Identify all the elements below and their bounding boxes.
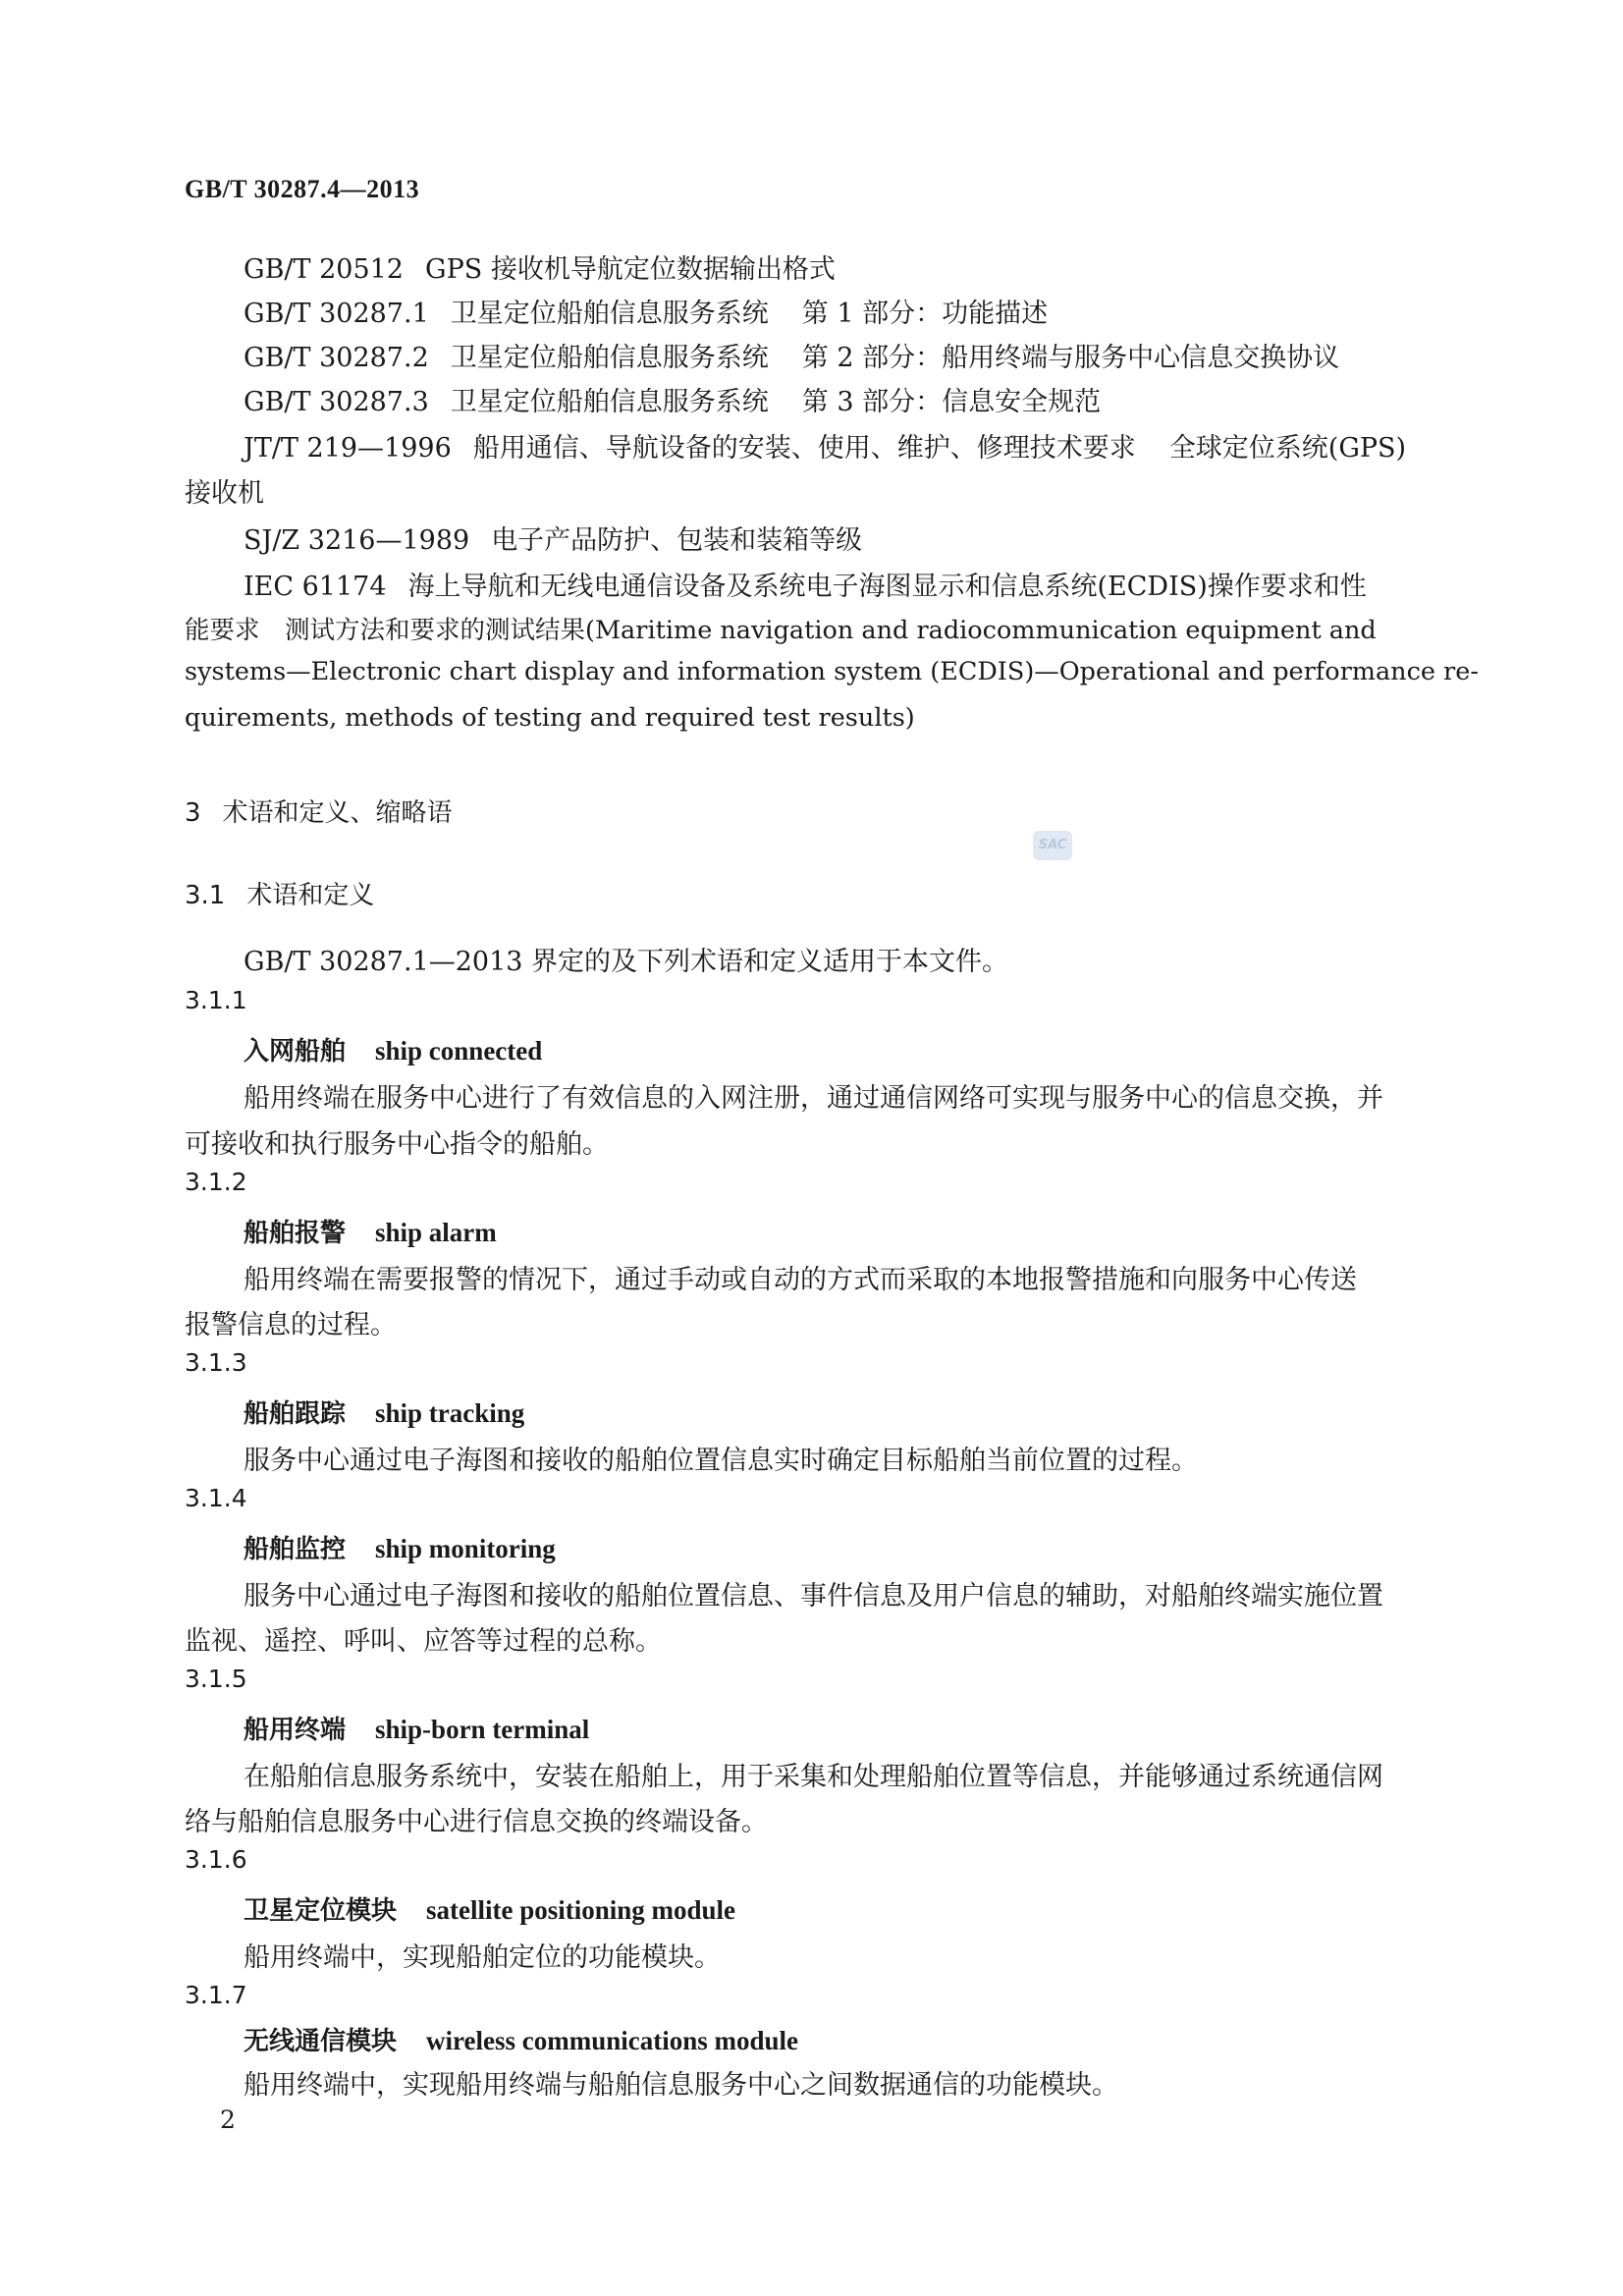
term-number: 3.1.3 <box>185 1348 247 1377</box>
term-heading <box>243 1710 589 1746</box>
term-heading <box>243 1529 556 1565</box>
reference-part: 第 2 部分：船用终端与服务中心信息交换协议 <box>801 343 1340 373</box>
term-heading <box>243 2021 798 2057</box>
reference-part: 第 3 部分：信息安全规范 <box>801 387 1102 417</box>
reference-title: 卫星定位船舶信息服务系统 <box>450 343 769 373</box>
reference-item <box>243 380 1101 418</box>
term-zh: 入网船舶 <box>243 1037 347 1066</box>
document-code: GB/T 30287.4—2013 <box>185 175 420 203</box>
reference-code: GB/T 20512 <box>243 254 404 285</box>
reference-title: 海上导航和无线电通信设备及系统电子海图显示和信息系统(ECDIS)操作要求和性 <box>407 572 1367 602</box>
reference-continuation: 接收机 <box>185 478 264 509</box>
reference-code: GB/T 30287.2 <box>243 343 429 373</box>
subsection-number: 3.1 <box>185 881 226 910</box>
term-definition: 船用终端中，实现船舶定位的功能模块。 <box>243 1942 721 1973</box>
term-definition-cont: 络与船舶信息服务中心进行信息交换的终端设备。 <box>185 1807 768 1837</box>
section-intro: GB/T 30287.1—2013 界定的及下列术语和定义适用于本文件。 <box>243 947 1009 977</box>
reference-title: 船用通信、导航设备的安装、使用、维护、修理技术要求 <box>472 433 1136 464</box>
reference-code: IEC 61174 <box>243 572 387 602</box>
reference-code: GB/T 30287.3 <box>243 387 429 417</box>
term-en: wireless communications module <box>426 2026 799 2055</box>
term-heading <box>243 1394 524 1430</box>
term-zh: 船舶监控 <box>243 1535 347 1564</box>
section-heading <box>185 793 453 829</box>
reference-item <box>243 565 1367 603</box>
reference-continuation: quirements, methods of testing and required test results) <box>185 703 915 733</box>
term-heading <box>243 1213 497 1249</box>
term-en: ship monitoring <box>375 1534 556 1563</box>
reference-item <box>243 519 862 557</box>
reference-item <box>243 336 1339 374</box>
term-en: ship alarm <box>375 1218 497 1247</box>
term-zh: 船用终端 <box>243 1716 347 1745</box>
reference-continuation: 能要求 测试方法和要求的测试结果(Maritime navigation and radiocommunication equipment and <box>185 616 1377 645</box>
reference-code: SJ/Z 3216—1989 <box>243 525 470 556</box>
term-definition-cont: 报警信息的过程。 <box>185 1310 397 1340</box>
term-definition: 船用终端在需要报警的情况下，通过手动或自动的方式而采取的本地报警措施和向服务中心传送 <box>243 1265 1357 1295</box>
term-zh: 船舶跟踪 <box>243 1399 347 1429</box>
term-zh: 无线通信模块 <box>243 2027 398 2056</box>
term-number: 3.1.1 <box>185 986 247 1014</box>
term-number: 3.1.6 <box>185 1845 247 1874</box>
term-en: ship-born terminal <box>375 1715 590 1744</box>
term-definition: 船用终端在服务中心进行了有效信息的入网注册，通过通信网络可实现与服务中心的信息交换，并 <box>243 1083 1383 1114</box>
term-definition: 在船舶信息服务系统中，安装在船舶上，用于采集和处理船舶位置等信息，并能够通过系统通信网 <box>243 1762 1383 1792</box>
reference-code: GB/T 30287.1 <box>243 299 429 329</box>
term-definition-cont: 可接收和执行服务中心指令的船舶。 <box>185 1129 609 1160</box>
term-definition-cont: 监视、遥控、呼叫、应答等过程的总称。 <box>185 1626 662 1657</box>
subsection-heading <box>185 875 374 911</box>
term-zh: 船舶报警 <box>243 1219 347 1248</box>
term-number: 3.1.7 <box>185 1981 247 2009</box>
term-definition: 服务中心通过电子海图和接收的船舶位置信息实时确定目标船舶当前位置的过程。 <box>243 1446 1198 1476</box>
page-number: 2 <box>220 2105 236 2134</box>
reference-title: GPS 接收机导航定位数据输出格式 <box>425 254 836 285</box>
term-definition: 服务中心通过电子海图和接收的船舶位置信息、事件信息及用户信息的辅助，对船舶终端实施位置 <box>243 1581 1383 1612</box>
reference-part: 第 1 部分：功能描述 <box>801 299 1049 329</box>
reference-title-cont: 全球定位系统(GPS) <box>1168 433 1407 464</box>
term-number: 3.1.2 <box>185 1168 247 1196</box>
term-en: satellite positioning module <box>426 1895 736 1925</box>
reference-title: 卫星定位船舶信息服务系统 <box>450 299 769 329</box>
reference-item <box>243 292 1048 330</box>
term-definition: 船用终端中，实现船用终端与船舶信息服务中心之间数据通信的功能模块。 <box>243 2070 1118 2101</box>
reference-title: 卫星定位船舶信息服务系统 <box>450 387 769 417</box>
term-zh: 卫星定位模块 <box>243 1896 398 1926</box>
term-number: 3.1.5 <box>185 1665 247 1693</box>
term-number: 3.1.4 <box>185 1484 247 1512</box>
term-heading <box>243 1890 735 1927</box>
term-en: ship connected <box>375 1036 543 1066</box>
term-heading <box>243 1031 542 1067</box>
section-number: 3 <box>185 798 201 828</box>
term-en: ship tracking <box>375 1398 525 1428</box>
sac-watermark-logo: SAC <box>1033 831 1072 860</box>
subsection-title: 术语和定义 <box>246 881 375 910</box>
reference-title: 电子产品防护、包装和装箱等级 <box>491 525 863 556</box>
section-title: 术语和定义、缩略语 <box>222 798 453 828</box>
reference-continuation: systems—Electronic chart display and information system (ECDIS)—Operational and performance re- <box>185 657 1479 686</box>
reference-code: JT/T 219—1996 <box>243 433 452 464</box>
reference-item <box>243 247 836 286</box>
reference-item <box>243 426 1406 465</box>
